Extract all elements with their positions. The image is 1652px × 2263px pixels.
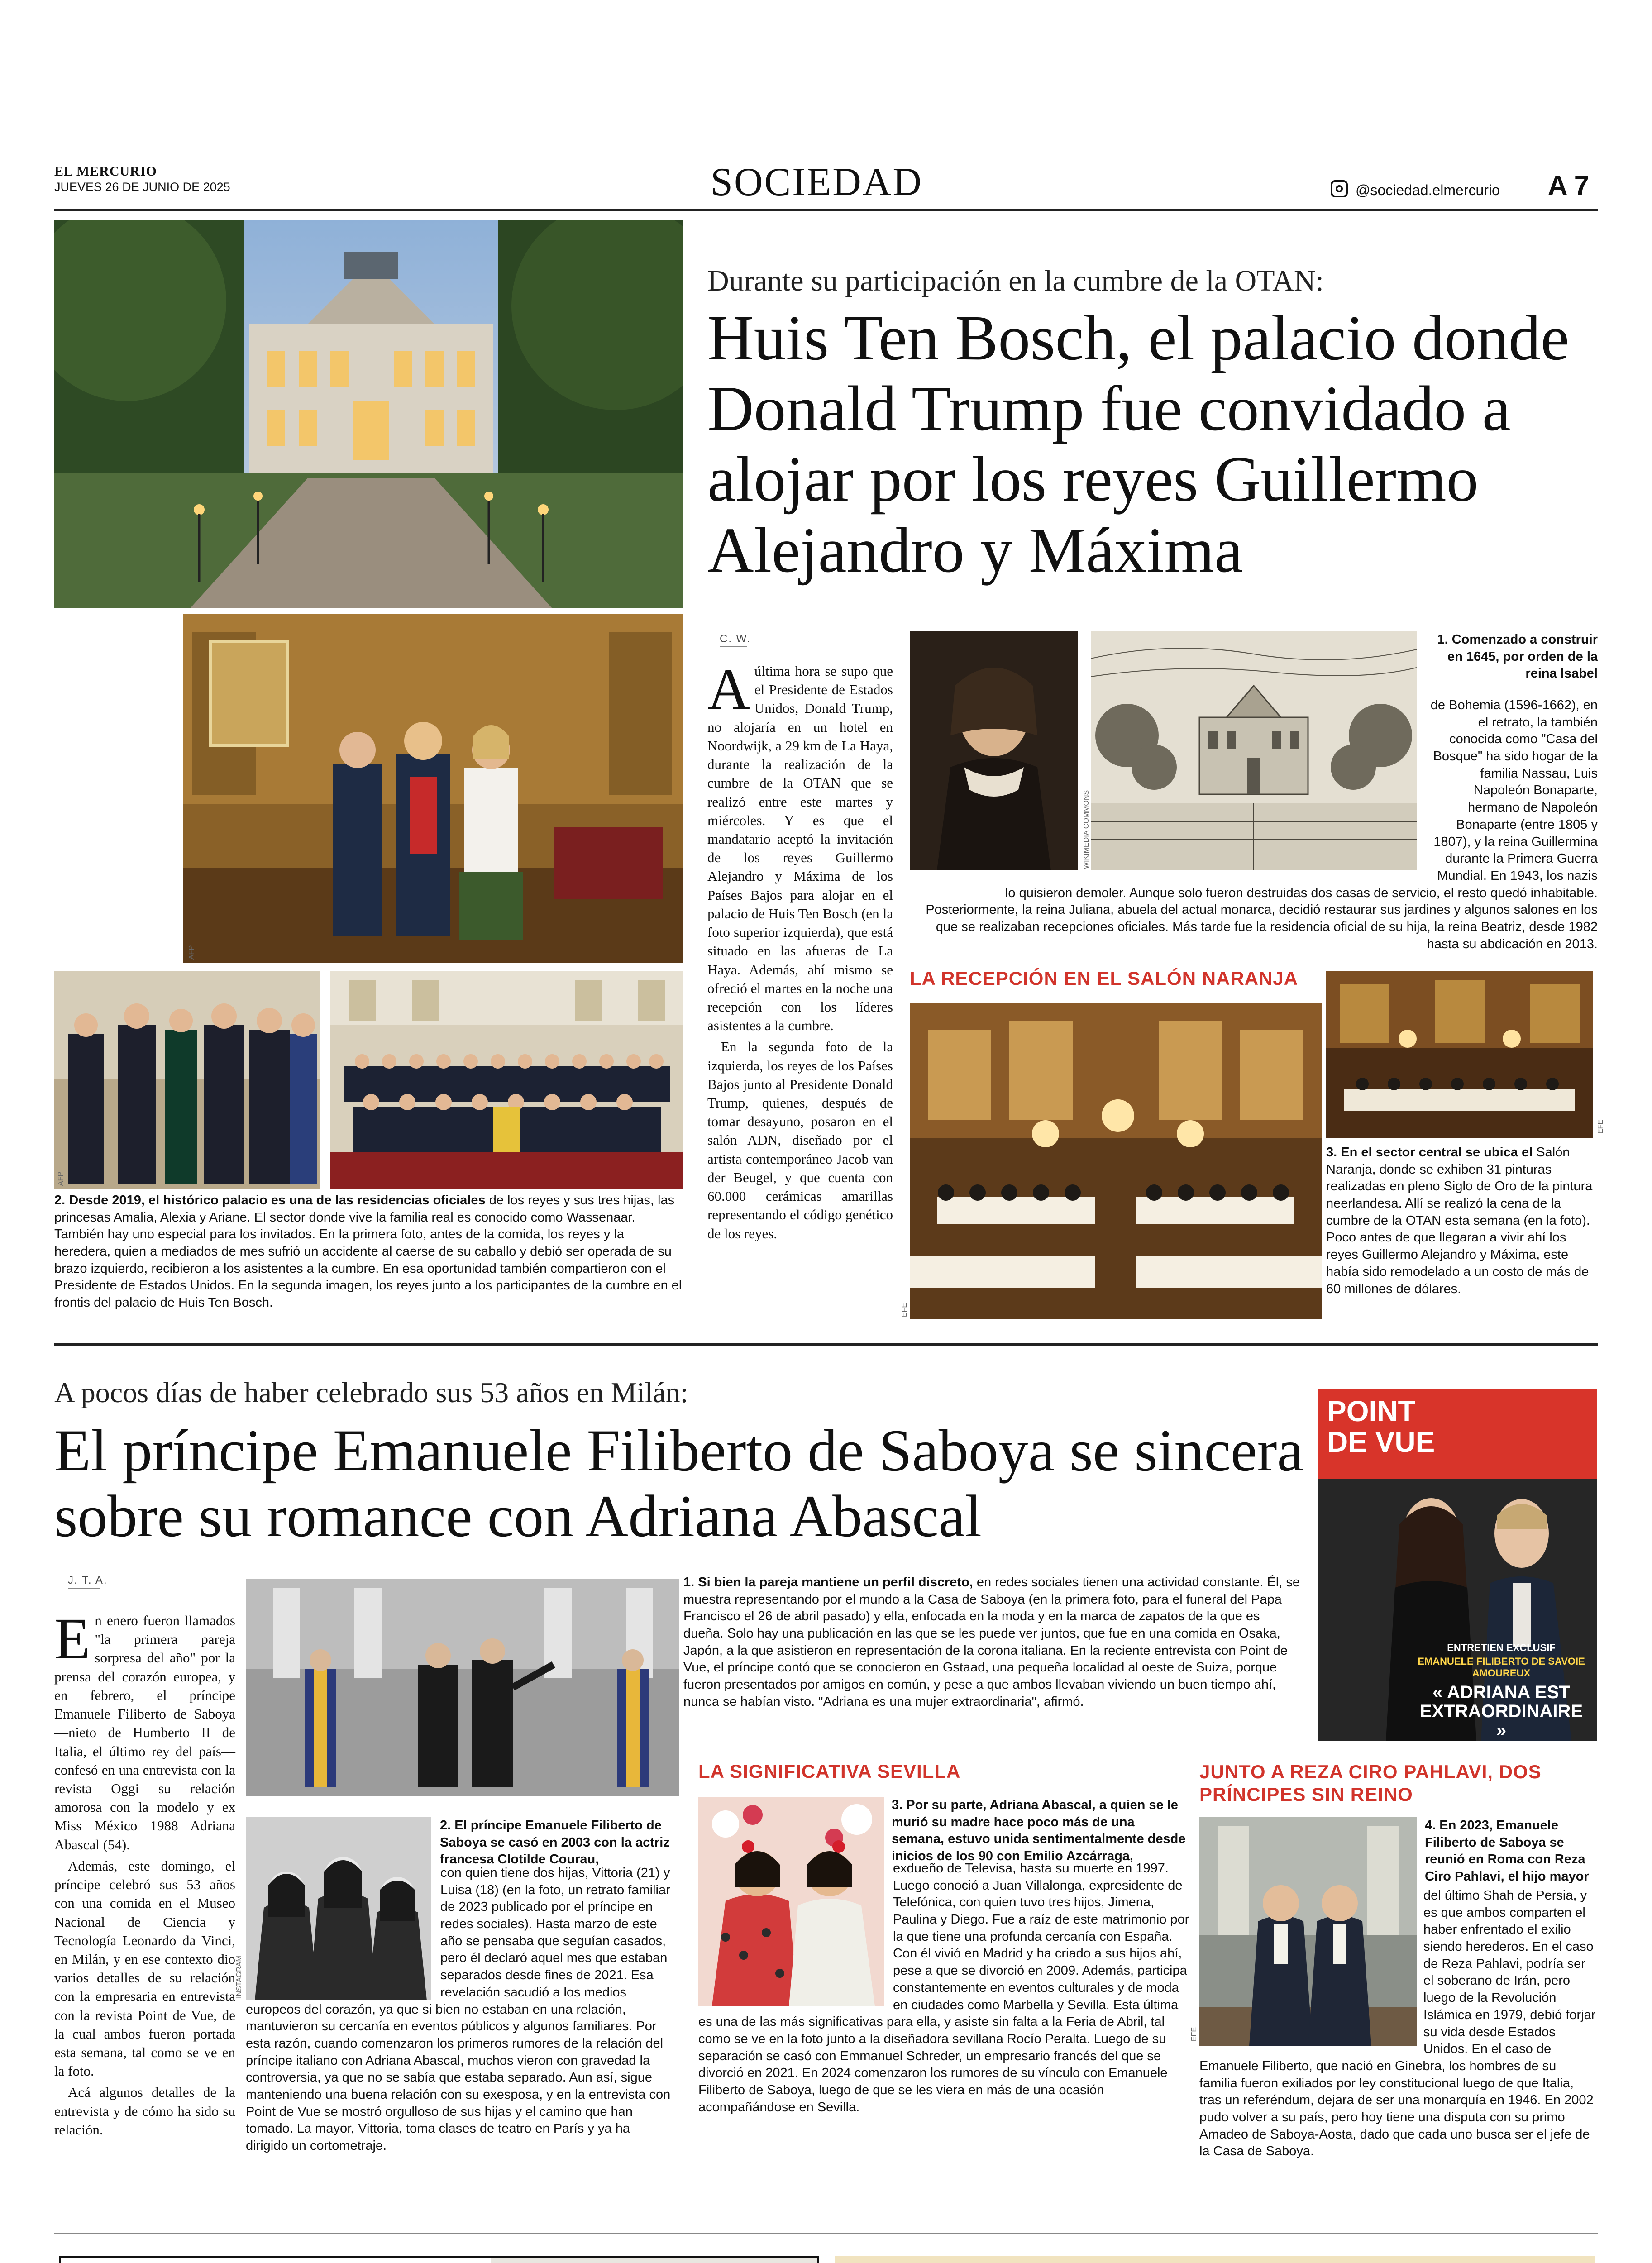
caption-text: del último Shah de Persia, y es que ambos comparten el haber enfrentado el exilio siendo herederos. En el caso de Reza Pahlavi, podría ser el soberano de Irán, pero luego de la Revolución Islámica en 1979, debió forjar su vida desde Estados Unidos. En el caso de Emanuele Filiberto, que nació en Ginebra, los hombres de su familia fueron exiliados por ley constitucional luego de que Italia, tras un referéndum, dejara de ser una monarquía en 1946. En 2002 pudo volver a su país, pero hoy tiene una disputa con su primo Amadeo de Saboya-Aosta, dado que cada uno busca ser el jefe de la Casa de Saboya.	[1199, 1888, 1596, 2159]
caption-text: Salón Naranja, donde se exhiben 31 pinturas realizadas en pleno Siglo de Oro de la pintura neerlandesa. Allí se realizó la cena de la cumbre de la OTAN esta semana (en la foto). Poco antes de que llegaran a vivir ahí los reyes Guillermo Alejandro y Máxima, este había sido remodelado a un costo de más de 60 millones de dólares.	[1326, 1145, 1593, 1296]
vatican-funeral-photo	[246, 1579, 679, 1796]
article-divider	[54, 1343, 1598, 1346]
caption-wrap-spacer	[698, 1860, 893, 2010]
ad-kitchen-panel	[491, 2258, 819, 2263]
article2-caption-1	[683, 1574, 1303, 1711]
article1-caption-1-body	[910, 697, 1598, 953]
reza-subhead: JUNTO A REZA CIRO PAHLAVI, DOS PRÍNCIPES SIN REINO	[1199, 1761, 1542, 1805]
article1-paragraph-2: En la segunda foto de la izquierda, los reyes de los Países Bajos junto al Presidente Donald Trump, quienes, después de tomar desayuno, posaron en el salón ADN, diseñado por el artista contemporáneo Jacob van der Beugel, y que cuenta con 60.000 cerámicas amarillas representando el código genético de los reyes.	[707, 1039, 893, 1241]
article1-caption-3	[1326, 1144, 1593, 1298]
caption-lead: 1. Comenzado a construir en 1645, por orden de la reina Isabel	[1437, 632, 1598, 681]
caption-text: de los reyes y sus tres hijas, las princesas Amalia, Alexia y Ariane. El sector donde vive la familia real es conocido como Wassenaar. También hay uno especial para los invitados. En la primera foto, antes de la comida, los reyes y la heredera, quien a mediados de mes sufrió un accidente al caerse de su caballo y debió ser operada de su brazo izquierdo, recibieron a los asistentes a la cumbre. En esa oportunidad también compartieron con el Presidente de Estados Unidos. En la segunda imagen, los reyes junto a los participantes de la cumbre en el frontis del palacio de Huis Ten Bosch.	[54, 1193, 682, 1310]
article1-caption-2	[54, 1192, 683, 1312]
article1-headline: Huis Ten Bosch, el palacio donde Donald Trump fue convidado a alojar por los reyes Guillermo Alejandro y Máxima	[707, 302, 1570, 586]
article1-kicker: Durante su participación en la cumbre de la OTAN:	[707, 264, 1324, 297]
point-de-vue-cover	[1318, 1389, 1597, 1741]
neohaus-ad[interactable]	[59, 2256, 819, 2263]
article2-caption-3	[698, 1860, 1189, 2116]
caption-lead: 2. Desde 2019, el histórico palacio es una de las residencias oficiales	[54, 1193, 486, 1208]
photo-credit: AFP	[57, 1171, 65, 1186]
caption-text: en redes sociales tienen una actividad constante. Él, se muestra representando por el mundo a la Casa de Saboya (en la primera foto, para el funeral del Papa Francisco el 26 de abril pasado) y ella, enfocada en la moda y en la marca de zapatos de la que es dueña. Solo hay una publicación en las que se les puede ver juntos, que fue en una comida en Osaka, Japón, a la que asistieron en representación de la corona italiana. En la reciente entrevista con Point de Vue, el príncipe contó que se conocieron en Gstaad, una pequeña localidad al oeste de Suiza, porque fueron presentados por amigos en común, y pese a que ambos llevaban viviendo un buen tiempo ahí, nunca se habían visto. "Adriana es una mujer extraordinaria", afirmó.	[683, 1575, 1300, 1709]
caption-wrap-spacer	[1199, 1887, 1423, 2050]
summit-leaders-group-photo	[330, 971, 683, 1189]
article2-caption-4	[1199, 1887, 1598, 2160]
article2-body	[54, 1606, 235, 2139]
cover-names: EMANUELE FILIBERTO DE SAVOIE AMOUREUX	[1418, 1656, 1585, 1679]
caption-text: de Bohemia (1596-1662), en el retrato, la también conocida como "Casa del Bosque" ha sido hogar de la familia Nassau, Luis Napoleón Bonaparte, hermano de Napoleón Bonaparte (entre 1805 y 1807), y la reina Guillermina durante la Primera Guerra Mundial. En 1943, los nazis lo quisieron demoler. Aunque solo fueron destruidas dos casas de servicio, el resto quedó inhabitable. Posteriormente, la reina Juliana, abuela del actual monarca, decidió restaurar sus jardines y algunos salones en los que se realizaban recepciones oficiales. Más tarde fue la residencia oficial de su hija, la reina Beatriz, desde 1982 hasta su abdicación en 2013.	[926, 698, 1598, 951]
caption-text: con quien tiene dos hijas, Vittoria (21) y Luisa (18) (en la foto, un retrato familiar de 2023 publicado por el príncipe en redes sociales). Hasta marzo de este año se pensaba que seguían casados, pero él declaró aquel mes que estaban separados desde fines de 2021. Esa revelación sacudió a los medios europeos del corazón, ya que si bien no estaban en una relación, mantuvieron su cercanía en eventos públicos y algunos familiares. Por esta razón, cuando comenzaron los primeros rumores de la relación del príncipe italiano con Adriana Abascal, muchos vieron con gravedad la controversia, ya que no se sabía que estaba separado. Aun así, sigue manteniendo una buena relación con su exesposa, y en la entrevista con Point de Vue se mostró orgulloso de sus hijas y el camino que han tomado. La mayor, Vittoria, toma clases de teatro en París y ya ha dirigido un cortometraje.	[246, 1866, 671, 2153]
kitchen-photo	[491, 2258, 819, 2263]
sevilla-subhead: LA SIGNIFICATIVA SEVILLA	[698, 1761, 961, 1782]
cover-title-bottom: DE VUE	[1327, 1426, 1435, 1458]
issue-date: JUEVES 26 DE JUNIO DE 2025	[54, 180, 230, 194]
article2-caption-2-lead	[440, 1817, 675, 1868]
article2-paragraph-3: Acá algunos detalles de la entrevista y de cómo ha sido su relación.	[54, 2084, 235, 2138]
article2-caption-4-lead	[1425, 1817, 1598, 1886]
section-title: SOCIEDAD	[711, 160, 923, 204]
lo-matta-ad[interactable]	[835, 2256, 1595, 2263]
photo-credit: INSTAGRAM	[235, 1956, 243, 1998]
photo-credit: EFE	[1190, 2027, 1198, 2041]
instagram-icon	[1331, 180, 1348, 197]
caption-text: exdueño de Televisa, hasta su muerte en 1997. Luego conoció a Juan Villalonga, expresidente de Telefónica, con quien tuvo tres hijos, Jimena, Paulina y Diego. Fue a raíz de este matrimonio por la que tiene una profunda cercanía con España. Con él vivió en Madrid y ha criado a sus hijos ahí, pese a que se divorció en 2009. Además, participa constantemente en eventos culturales y de moda en ciudades como Marbella y Sevilla. Esta última es una de las más significativas para ella, y asiste sin falta a la Feria de Abril, tal como se ve en la foto junto a la diseñadora sevillana Rocío Peralta. Luego de su separación se casó con Emmanuel Schreder, un empresario francés del que se divorció en 2021. En 2024 comenzaron los rumores de su vínculo con Emanuele Filiberto de Saboya, luego de que se les viera en más de una ocasión acompañándose en Sevilla.	[698, 1861, 1189, 2115]
caption-lead: 4. En 2023, Emanuele Filiberto de Saboya se reunió en Roma con Reza Ciro Pahlavi, el hijo mayor	[1425, 1818, 1589, 1884]
article2-paragraph-1: n enero fueron llamados "la primera pareja sorpresa del año" por la prensa del corazón europea, y en febrero, el príncipe Emanuele Filiberto de Saboya —nieto de Humberto II de Italia, el último rey del país— confesó en una entrevista con la revista Oggi su relación amorosa con la modelo y ex Miss México 1988 Adriana Abascal (54).	[54, 1613, 235, 1852]
article2-byline: J. T. A.	[68, 1574, 108, 1586]
article1-caption-1	[1426, 631, 1598, 683]
article1-byline: C. W.	[720, 633, 751, 645]
article2-caption-3-lead	[892, 1797, 1189, 1865]
cover-quote: « ADRIANA EST EXTRAORDINAIRE »	[1419, 1682, 1583, 1740]
article2-paragraph-2: Además, este domingo, el príncipe celebró sus 53 años con una comida en el Museo Nacional de Ciencia y Tecnología Leonardo da Vinci, en Milán, y en ese contexto dio varios detalles de su relación con la empresaria en entrevista con la revista Point de Vue, de la cual ambos fueron portada esta semana, tal como se ve en la foto.	[54, 1857, 235, 2079]
photo-credit: EFE	[901, 1303, 908, 1317]
royals-with-trump-photo	[183, 614, 683, 963]
photo-credit: WIKIMEDIA COMMONS	[1083, 790, 1090, 869]
caption-wrap-spacer	[910, 697, 1426, 869]
caption-lead: 2. El príncipe Emanuele Filiberto de Saboya se casó en 2003 con la actriz francesa Clotilde Courau,	[440, 1818, 670, 1867]
paper-name: EL MERCURIO	[54, 164, 157, 179]
orange-hall-interior-photo	[1326, 971, 1593, 1138]
orange-hall-dinner-photo	[910, 1003, 1322, 1319]
social-handle[interactable]: @sociedad.elmercurio	[1356, 182, 1500, 198]
article2-caption-2	[246, 1865, 676, 2155]
royals-reception-photo	[54, 971, 320, 1189]
ads-divider	[54, 2233, 1598, 2234]
caption-wrap-spacer	[246, 1865, 440, 2000]
byline-rule	[720, 646, 747, 647]
header-rule	[54, 209, 1598, 211]
cover-title-top: POINT	[1327, 1395, 1416, 1428]
article2-headline: El príncipe Emanuele Filiberto de Saboya se sincera sobre su romance con Adriana Abascal	[54, 1417, 1304, 1550]
page-number: A 7	[1548, 170, 1590, 201]
dropcap: E	[54, 1606, 91, 1671]
byline-rule	[68, 1588, 100, 1589]
caption-lead: 3. En el sector central se ubica el	[1326, 1145, 1533, 1160]
photo-credit: AFP	[188, 945, 196, 960]
cover-exclusive: ENTRETIEN EXCLUSIF	[1447, 1642, 1556, 1653]
palace-exterior-photo	[54, 220, 683, 608]
caption-lead: 3. Por su parte, Adriana Abascal, a quien se le murió su madre hace poco más de una semana, estuvo unida sentimentalmente desde inicios de los 90 con Emilio Azcárraga,	[892, 1798, 1186, 1864]
caption-lead: 1. Si bien la pareja mantiene un perfil discreto,	[683, 1575, 973, 1590]
article1-body	[707, 657, 893, 1243]
photo-credit: EFE	[1597, 1119, 1604, 1134]
article2-kicker: A pocos días de haber celebrado sus 53 años en Milán:	[54, 1376, 688, 1408]
article1-paragraph-1: última hora se supo que el Presidente de Estados Unidos, Donald Trump, no alojaría en un hotel en Noordwijk, a 29 km de La Haya, durante la realización de la cumbre de la OTAN que se realizó entre este martes y miércoles. Y es que el mandatario aceptó la invitación de los reyes Guillermo Alejandro y Máxima de los Países Bajos para alojar en el palacio de Huis Ten Bosch (en la foto superior izquierda), que está situado en las afueras de La Haya. Además, ahí mismo se ofreció el martes en la noche una recepción con los líderes asistentes a la cumbre.	[707, 663, 893, 1034]
salon-naranja-subhead: LA RECEPCIÓN EN EL SALÓN NARANJA	[910, 968, 1299, 989]
dropcap: A	[707, 657, 750, 722]
